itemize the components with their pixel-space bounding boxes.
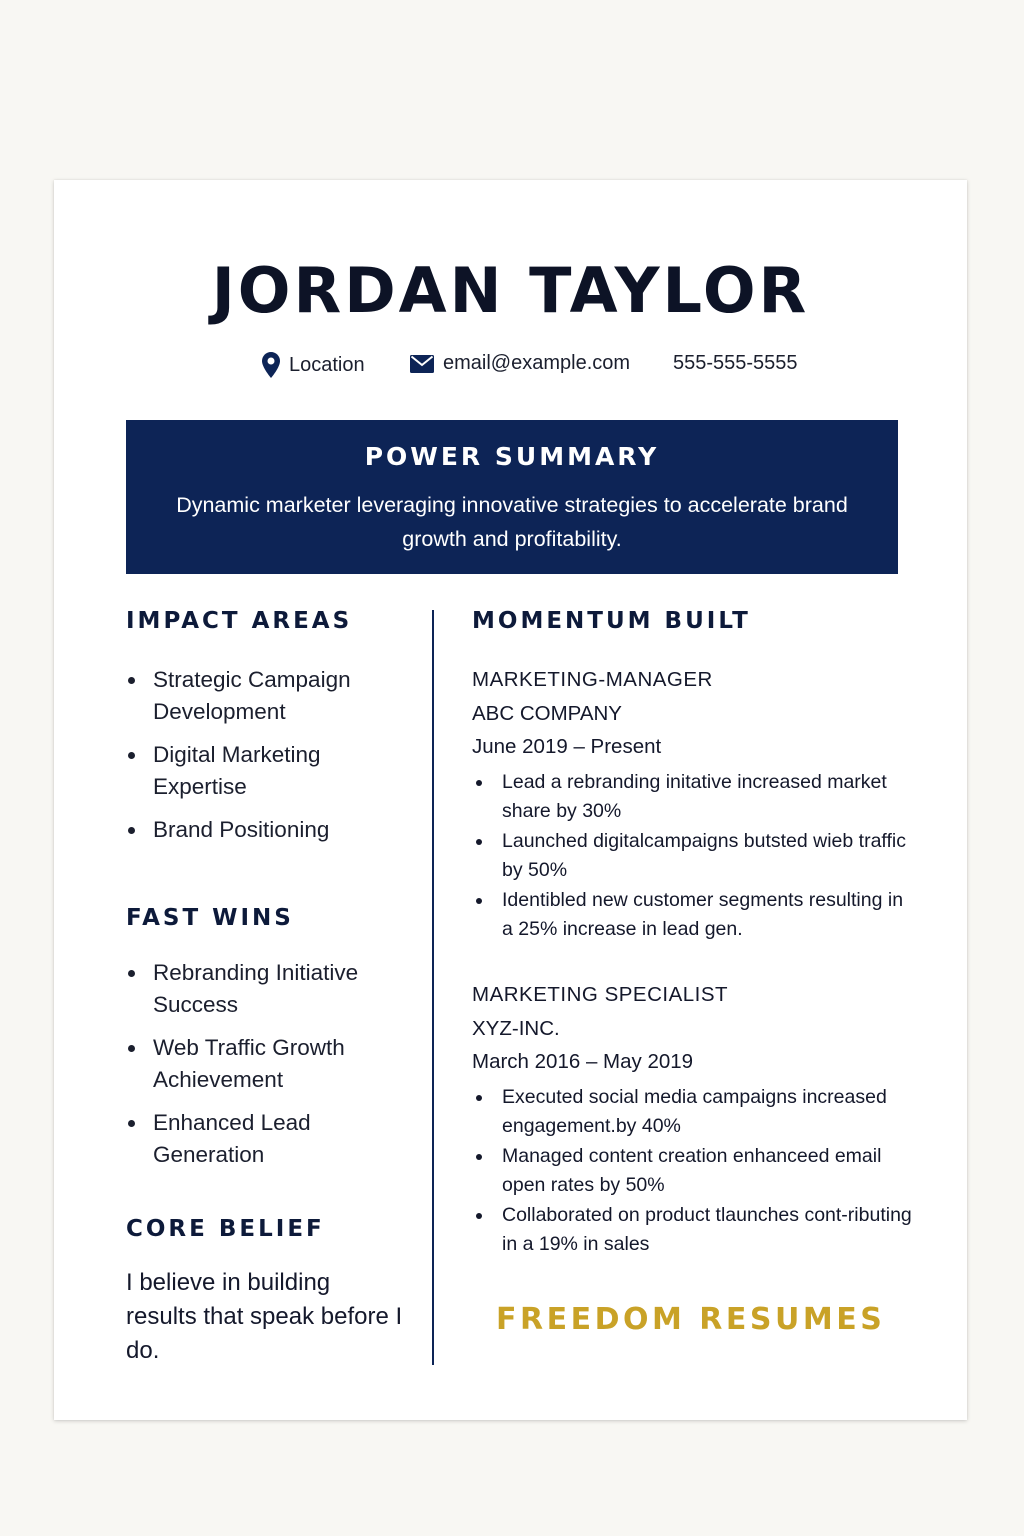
job-entry: [472, 663, 912, 945]
contact-phone: [673, 352, 798, 375]
candidate-name: JORDAN TAYLOR: [211, 254, 810, 327]
list-item: Identibled new customer segments resulting in a 25% increase in lead gen.: [472, 886, 912, 945]
bullet-dot: [128, 970, 135, 977]
bullet-dot: [476, 1213, 482, 1219]
impact-areas-list: [126, 664, 416, 857]
bullet-dot: [128, 1120, 135, 1127]
bullet-dot: [476, 780, 482, 786]
bullet-dot: [476, 1154, 482, 1160]
list-item: Launched digitalcampaigns butsted wieb traffic by 50%: [472, 827, 912, 886]
impact-areas-heading: IMPACT AREAS: [126, 608, 353, 634]
list-item: Rebranding Initiative Success: [126, 957, 416, 1021]
list-item: Web Traffic Growth Achievement: [126, 1032, 416, 1096]
job-company: ABC COMPANY: [472, 701, 622, 725]
job-achievements: [472, 1083, 912, 1260]
email-text: email@example.com: [443, 352, 631, 374]
bullet-dot: [128, 1045, 135, 1052]
fast-wins-heading: FAST WINS: [126, 905, 294, 931]
summary-text: Dynamic marketer leveraging innovative strategies to accelerate brand growth and profitability.: [176, 493, 848, 551]
map-pin-icon: [262, 352, 289, 378]
bullet-dot: [476, 898, 482, 904]
job-title: MARKETING-MANAGER: [472, 668, 713, 691]
list-item: Collaborated on product tlaunches cont-ributing in a 19% in sales: [472, 1201, 912, 1260]
bullet-dot: [128, 827, 135, 834]
power-summary-banner: [126, 420, 898, 574]
bullet-dot: [476, 839, 482, 845]
brand-wordmark: FREEDOM RESUMES: [496, 1302, 886, 1337]
core-belief-text: I believe in building results that speak before I do.: [126, 1269, 403, 1364]
phone-text: 555-555-5555: [673, 352, 798, 374]
bullet-dot: [128, 752, 135, 759]
list-item: Strategic Campaign Development: [126, 664, 416, 728]
core-belief-heading: CORE BELIEF: [126, 1216, 325, 1242]
fast-wins-list: [126, 957, 416, 1182]
list-item: Lead a rebranding initative increased market share by 30%: [472, 768, 912, 827]
list-item: Managed content creation enhanceed email open rates by 50%: [472, 1142, 912, 1201]
contact-email: [410, 352, 630, 375]
job-entry: [472, 978, 912, 1260]
column-divider: [432, 610, 434, 1365]
job-company: XYZ-INC.: [472, 1016, 560, 1040]
list-item: Brand Positioning: [126, 814, 416, 846]
job-achievements: [472, 768, 912, 945]
contact-bar: [54, 352, 967, 378]
contact-location: [262, 352, 365, 378]
list-item: Digital Marketing Expertise: [126, 739, 416, 803]
envelope-icon: [410, 355, 443, 373]
bullet-dot: [128, 677, 135, 684]
list-item: Enhanced Lead Generation: [126, 1107, 416, 1171]
job-dates: June 2019 – Present: [472, 735, 662, 758]
location-text: Location: [289, 353, 365, 376]
resume-page: [54, 180, 967, 1420]
job-title: MARKETING SPECIALIST: [472, 983, 729, 1006]
summary-heading: POWER SUMMARY: [364, 442, 660, 471]
job-dates: March 2016 – May 2019: [472, 1050, 694, 1073]
bullet-dot: [476, 1095, 482, 1101]
list-item: Executed social media campaigns increased engagement.by 40%: [472, 1083, 912, 1142]
momentum-heading: MOMENTUM BUILT: [472, 608, 751, 634]
